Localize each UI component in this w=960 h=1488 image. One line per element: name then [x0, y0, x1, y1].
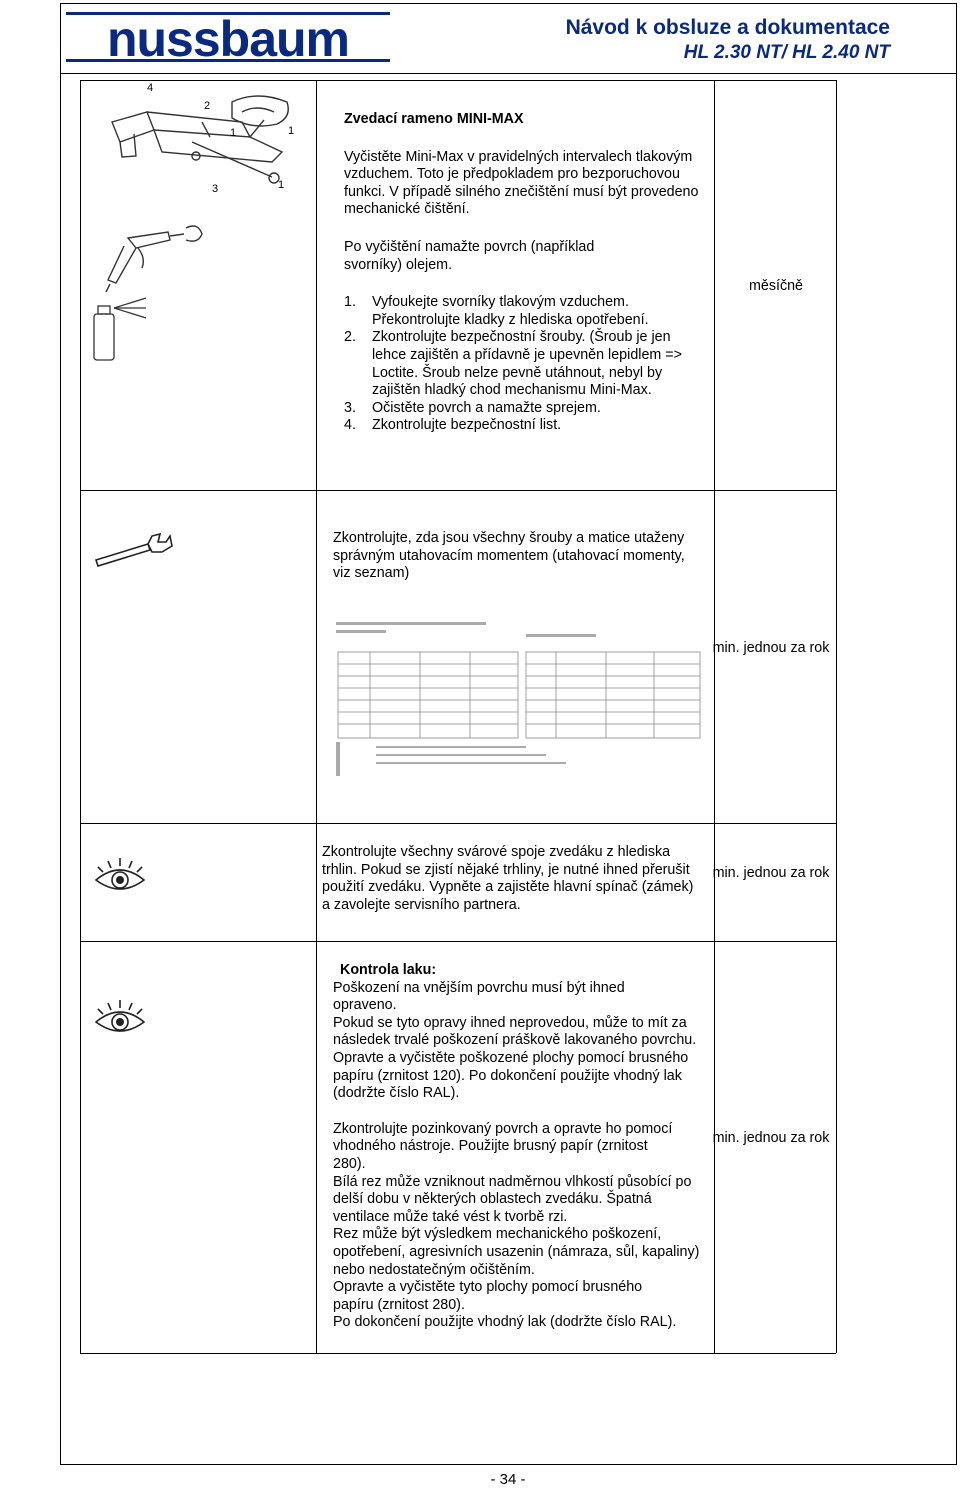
- step-number: 4.: [344, 417, 356, 434]
- table-row-rule-2: [80, 823, 836, 824]
- document-title: Návod k obsluze a dokumentace: [565, 16, 890, 39]
- table-row-rule-1: [80, 490, 836, 491]
- interval-yearly-torque: min. jednou za rok: [712, 640, 830, 656]
- diagram-label-1a: 1: [230, 127, 237, 139]
- paint-paragraph-3: Zkontrolujte pozinkovaný povrch a opravte ho pomocí vhodného nástroje. Použijte brusný papír (zrnitost 280).: [333, 1120, 673, 1172]
- paint-paragraph-7: Po dokončení použijte vhodný lak (dodržte číslo RAL).: [333, 1314, 677, 1331]
- list-item: [344, 417, 704, 435]
- document-subtitle: HL 2.30 NT/ HL 2.40 NT: [683, 42, 890, 63]
- minimax-arm-diagram-icon: [92, 82, 307, 202]
- interval-monthly: měsíčně: [748, 278, 804, 294]
- step-number: 2.: [344, 329, 356, 346]
- diagram-label-1b: 1: [288, 125, 295, 137]
- eye-icon: [92, 856, 148, 900]
- list-item: [344, 294, 704, 329]
- step-text: Očistěte povrch a namažte sprejem.: [372, 399, 601, 416]
- spray-can-icon: [90, 296, 150, 362]
- paint-check-section: [333, 962, 705, 1332]
- step-text: Vyfoukejte svorníky tlakovým vzduchem. Překontrolujte kladky z hlediska opotřebení.: [372, 294, 649, 328]
- paint-paragraph-6: Opravte a vyčistěte tyto plochy pomocí brusného papíru (zrnitost 280).: [333, 1279, 643, 1313]
- nussbaum-logo: [66, 4, 390, 70]
- minimax-paragraph-1: Vyčistěte Mini-Max v pravidelných intervalech tlakovým vzduchem. Toto je předpokladem pro bezporuchovou funkci. V případě silného znečištění musí být provedeno mechanické čištění.: [344, 148, 699, 218]
- step-number: 1.: [344, 294, 356, 311]
- table-right-border: [836, 80, 837, 1353]
- table-row-rule-3: [80, 941, 836, 942]
- section-heading-minimax: Zvedací rameno MINI-MAX: [344, 111, 524, 127]
- air-gun-icon: [98, 218, 208, 293]
- wrench-icon: [92, 530, 174, 570]
- interval-yearly-weld: min. jednou za rok: [712, 865, 830, 881]
- section-heading-paint: Kontrola laku:: [340, 962, 437, 978]
- torque-text: Zkontrolujte, zda jsou všechny šrouby a matice utaženy správným utahovacím momentem (utahovací momenty, viz seznam): [333, 530, 685, 582]
- step-text: Zkontrolujte bezpečnostní šrouby. (Šroub je jen lehce zajištěn a přídavně je upevněn lepidlem => Loctite. Šroub nelze pevně utáhnout, nebyl by zajištěn hladký chod mechanismu Mini-Max.: [372, 329, 682, 399]
- paint-paragraph-2: Pokud se tyto opravy ihned neprovedou, může to mít za následek trvalé poškození práškově lakovaného povrchu. Opravte a vyčistěte poškozené plochy pomocí brusného papíru (zrnitost 120). Po dokončení použijte vhodný lak (dodržte číslo RAL).: [333, 1014, 697, 1102]
- minimax-steps: [344, 294, 704, 435]
- diagram-label-2: 2: [204, 100, 211, 112]
- paint-paragraph-4: Bílá rez může vzniknout nadměrnou vlhkostí působící po delší dobu v některých oblastech zvedáku. Špatná ventilace může také vést k tvorbě rzi.: [333, 1173, 692, 1225]
- table-divider-1: [316, 80, 317, 1353]
- list-item: [344, 329, 704, 399]
- interval-yearly-paint: min. jednou za rok: [712, 1130, 830, 1146]
- diagram-label-4: 4: [147, 82, 154, 94]
- diagram-label-3: 3: [212, 183, 219, 195]
- minimax-section: [344, 111, 704, 435]
- step-number: 3.: [344, 399, 356, 416]
- paint-paragraph-5: Rez může být výsledkem mechanického poškození, opotřebení, agresivních usazenin (námraza, sůl, kapaliny) nebo nedostatečným očištěním.: [333, 1226, 700, 1278]
- table-divider-2: [714, 80, 715, 1353]
- table-top-border: [80, 80, 836, 81]
- page-number: - 34 -: [490, 1471, 526, 1488]
- minimax-paragraph-2: Po vyčištění namažte povrch (například svorníky) olejem.: [344, 238, 595, 273]
- diagram-label-1c: 1: [278, 179, 285, 191]
- header-rule: [60, 73, 957, 74]
- eye-icon: [92, 998, 148, 1042]
- paint-paragraph-1: Poškození na vnějším povrchu musí být ihned opraveno.: [333, 979, 625, 1014]
- weld-check-text: Zkontrolujte všechny svárové spoje zvedáku z hlediska trhlin. Pokud se zjistí nějaké trhliny, je nutné ihned přerušit použití zvedáku. Vypněte a zajistěte hlavní spínač (zámek) a zavolejte servisního partnera.: [322, 844, 694, 913]
- list-item: [344, 400, 704, 418]
- step-text: Zkontrolujte bezpečnostní list.: [372, 417, 562, 434]
- table-left-border: [80, 80, 81, 1353]
- torque-table-image: [330, 616, 710, 776]
- table-bottom-border: [80, 1353, 836, 1354]
- svg-text:nussbaum: nussbaum: [106, 11, 350, 67]
